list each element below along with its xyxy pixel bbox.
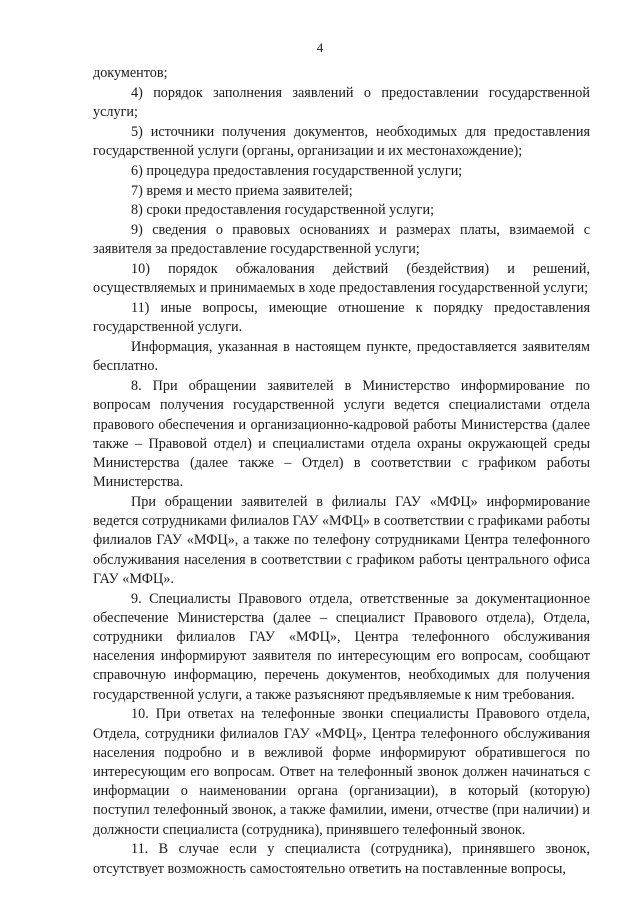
list-item-9: 9) сведения о правовых основаниях и размерах платы, взимаемой с заявителя за предоставление государственной услуги; xyxy=(93,222,590,258)
info-free-paragraph: Информация, указанная в настоящем пункте, предоставляется заявителям бесплатно. xyxy=(93,339,590,375)
list-item-10: 10) порядок обжалования действий (бездействия) и решений, осуществляемых и принимаемых в ходе предоставления государственной услуги; xyxy=(93,261,590,297)
list-item-6: 6) процедура предоставления государственной услуги; xyxy=(131,162,463,179)
list-item-8: 8) сроки предоставления государственной услуги; xyxy=(131,202,435,219)
paragraph-continuation: документов; xyxy=(93,65,168,81)
list-item-11: 11) иные вопросы, имеющие отношение к порядку предоставления государственной услуги. xyxy=(93,300,590,336)
list-item-7: 7) время и место приема заявителей; xyxy=(131,182,353,199)
list-item-5: 5) источники получения документов, необходимых для предоставления государственной услуги (органы, организации и их местонахождение); xyxy=(93,123,590,159)
clause-8-paragraph: 8. При обращении заявителей в Министерство информирование по вопросам получения государственной услуги ведется специалистами отдела правового обеспечения и организационно-кадровой работы Министерства (далее также – Правовой отдел) и специалистами отдела охраны окружающей среды Министерства (далее также – Отдел) в соответствии с графиком работы Министерства. xyxy=(93,378,590,491)
mfc-paragraph: При обращении заявителей в филиалы ГАУ «МФЦ» информирование ведется сотрудниками филиалов ГАУ «МФЦ» в соответствии с графиками работы филиалов ГАУ «МФЦ», а также по телефону сотрудниками Центра телефонного обслуживания населения в соответствии с графиком работы центрального офиса ГАУ «МФЦ». xyxy=(93,494,590,587)
clause-10-paragraph: 10. При ответах на телефонные звонки специалисты Правового отдела, Отдела, сотрудники филиалов ГАУ «МФЦ», Центра телефонного обслуживания населения подробно и в вежливой форме информируют обратившегося по интересующим его вопросам. Ответ на телефонный звонок должен начинаться с информации о наименовании органа (организации), в который (которую) поступил телефонный звонок, а также фамилии, имени, отчестве (при наличии) и должности специалиста (сотрудника), принявшего телефонный звонок. xyxy=(93,706,590,838)
list-item-4: 4) порядок заполнения заявлений о предоставлении государственной услуги; xyxy=(93,84,590,120)
page-number: 4 xyxy=(316,40,324,55)
document-body xyxy=(93,64,590,879)
clause-9-paragraph: 9. Специалисты Правового отдела, ответственные за документационное обеспечение Министерства (далее – специалист Правового отдела), Отдела, сотрудники филиалов ГАУ «МФЦ», Центра телефонного обслуживания населения информируют заявителя по интересующим его вопросам, сообщают справочную информацию, перечень документов, необходимых для получения государственной услуги, а также разъясняют предъявляемые к ним требования. xyxy=(93,590,590,703)
clause-11-paragraph: 11. В случае если у специалиста (сотрудника), принявшего звонок, отсутствует возможность самостоятельно ответить на поставленные вопросы, xyxy=(93,841,590,877)
